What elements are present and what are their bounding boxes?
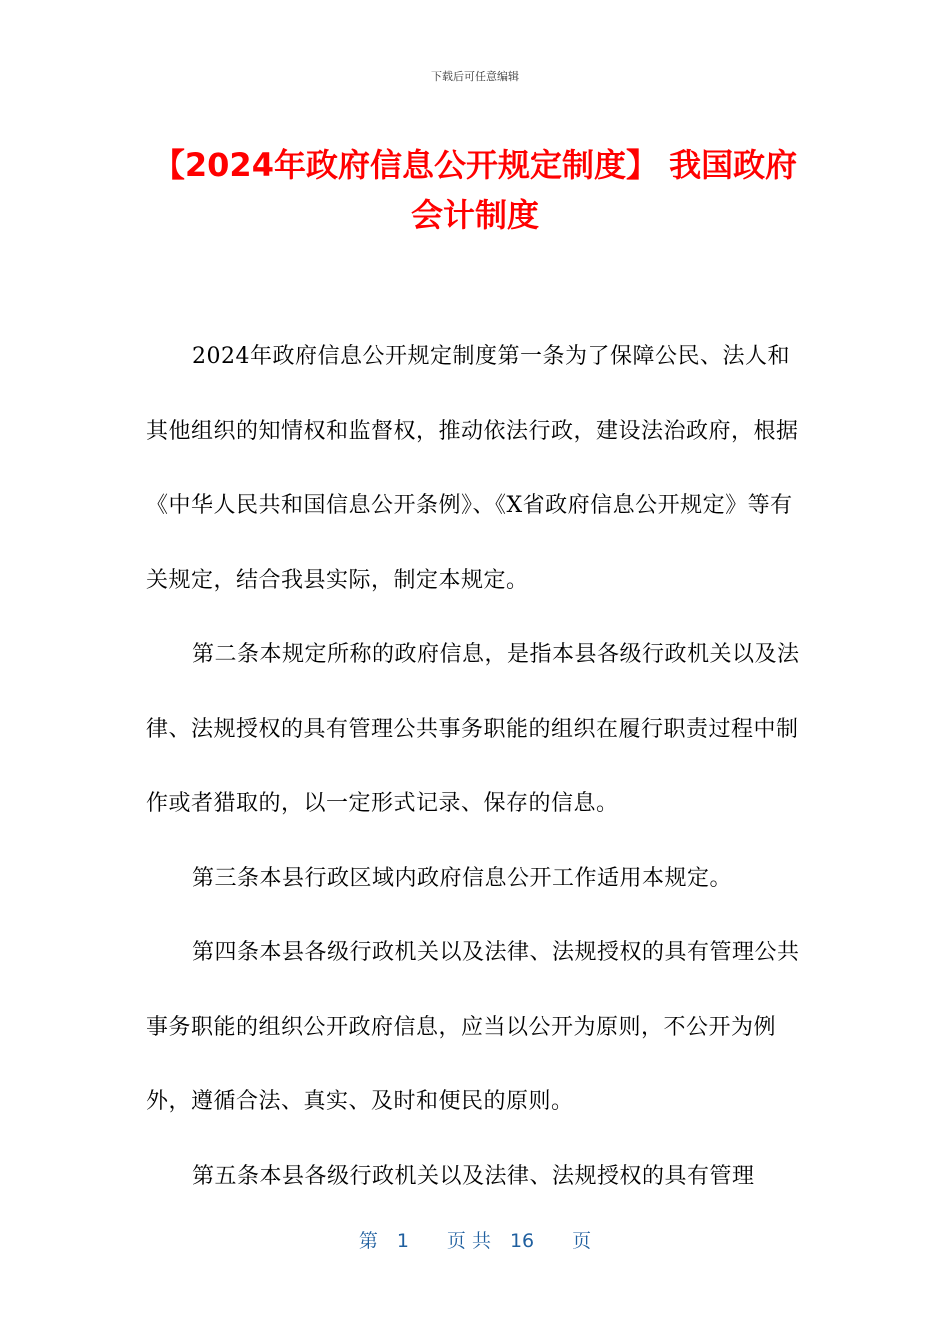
page-footer: 第 1 页 共 16 页: [358, 1230, 592, 1252]
header-note: 下载后可任意编辑: [431, 70, 519, 83]
paragraph: 第三条本县行政区域内政府信息公开工作适用本规定。: [192, 865, 733, 891]
paragraph: 第四条本县各级行政机关以及法律、法规授权的具有管理公共事务职能的组织公开政府信息，应当以公开为原则，不公开为例外，遵循合法、真实、及时和便民的原则。: [146, 940, 800, 1114]
paragraph: 第五条本县各级行政机关以及法律、法规授权的具有管理: [192, 1163, 755, 1189]
paragraph: 2024年政府信息公开规定制度第一条为了保障公民、法人和其他组织的知情权和监督权，推动依法行政，建设法治政府，根据《中华人民共和国信息公开条例》、《X省政府信息公开规定》等有关规定，结合我县实际，制定本规定。: [146, 344, 799, 593]
document-title: 【2024年政府信息公开规定制度】 我国政府会计制度: [152, 146, 798, 234]
paragraph: 第二条本规定所称的政府信息，是指本县各级行政机关以及法律、法规授权的具有管理公共事务职能的组织在履行职责过程中制作或者猎取的，以一定形式记录、保存的信息。: [146, 642, 800, 816]
document-body: [146, 320, 806, 1214]
